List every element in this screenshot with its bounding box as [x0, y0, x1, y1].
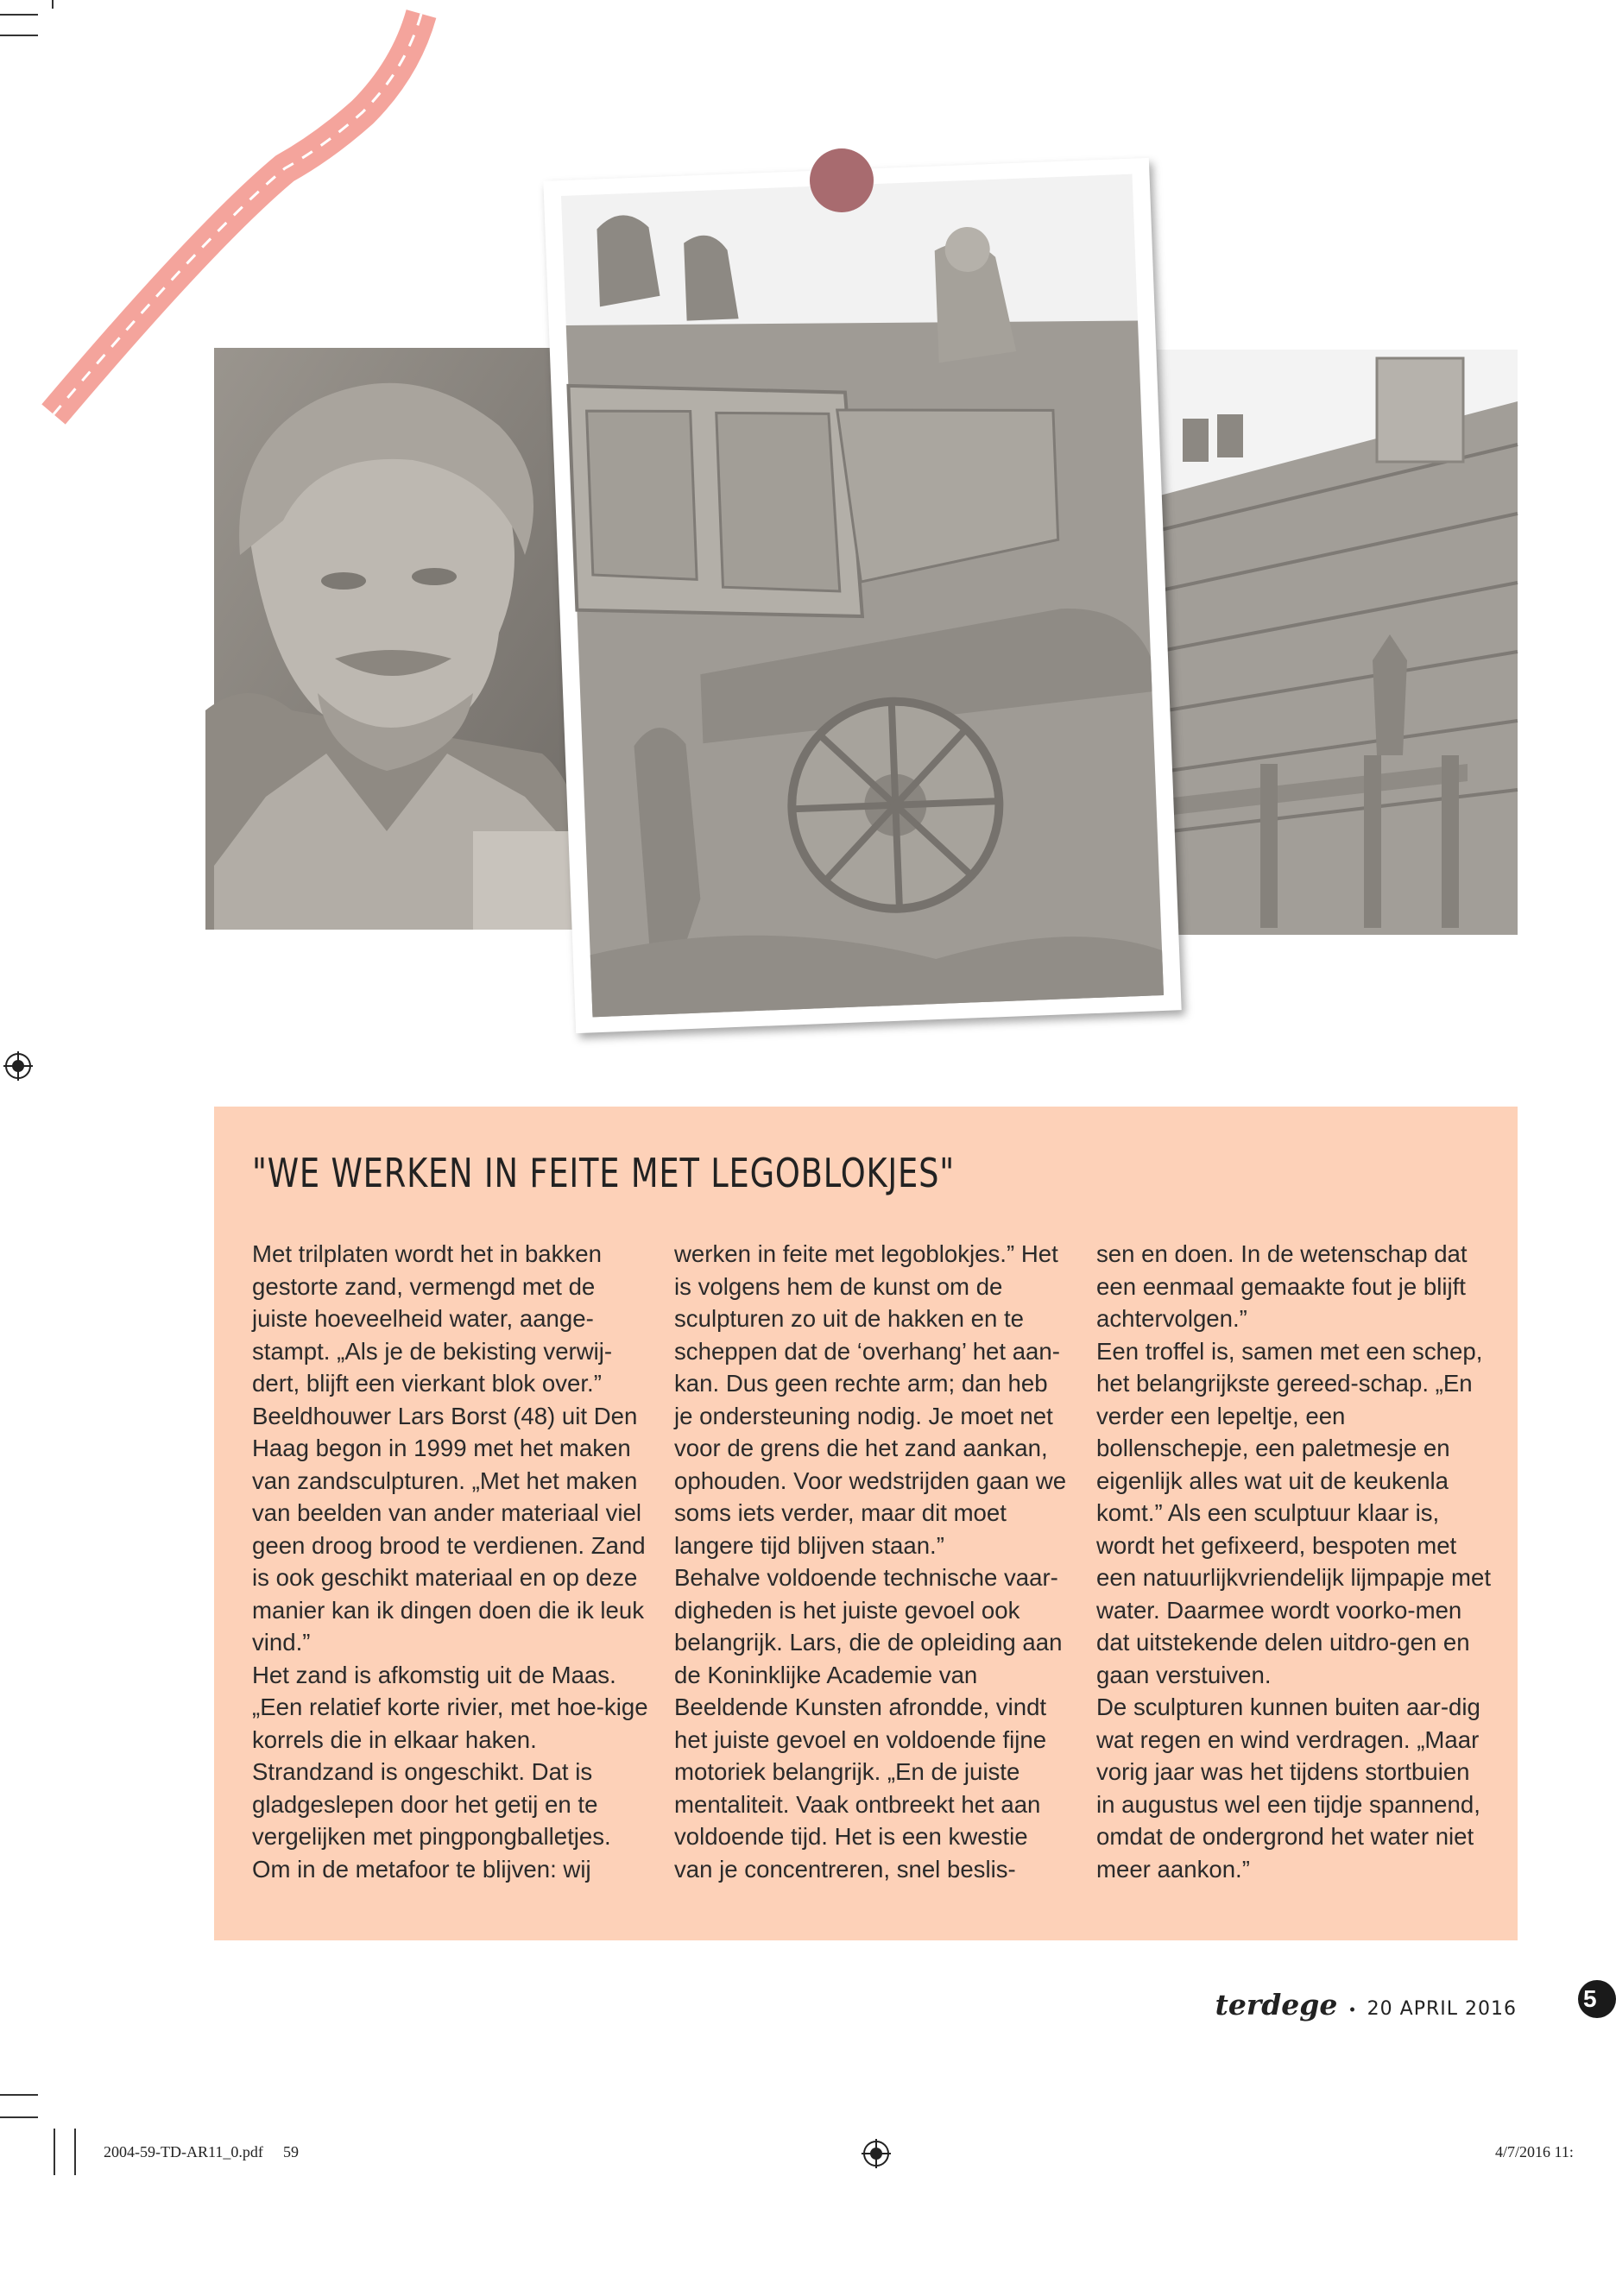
paragraph: De sculpturen kunnen buiten aar-dig wat regen en wind verdragen. „Maar vorig jaar was het tijdens stortbuien in augustus wel een tijdje spannend, omdat de ondergrond het water niet meer aankon.”	[1096, 1694, 1480, 1883]
print-slug-file: 2004-59-TD-AR11_0.pdf	[104, 2143, 263, 2160]
page-footer	[1215, 1988, 1517, 2022]
article-column-1	[252, 1238, 649, 1885]
sand-sculpture-coach-photo	[561, 174, 1164, 1018]
crop-mark	[54, 2129, 55, 2175]
paragraph: sen en doen. In de wetenschap dat een eenmaal gemaakte fout je blijft achtervolgen.”	[1096, 1240, 1468, 1332]
footer-separator: •	[1349, 2001, 1355, 2018]
sand-sculpture-face-photo	[214, 348, 587, 930]
paragraph: Behalve voldoende technische vaar-digheden is het juiste gevoel ook belangrijk. Lars, die de opleiding aan de Koninklijke Academie van Beeldende Kunsten afrondde, vindt het juiste gevoel en voldoende fijne motoriek belangrijk. „En de juiste mentaliteit. Vaak ontbreekt het aan voldoende tijd. Het is een kwestie van je concentreren, snel beslis-	[674, 1564, 1063, 1883]
crop-mark	[0, 2094, 38, 2096]
sand-sculpture-coach-photo-frame	[543, 158, 1181, 1033]
article-panel	[214, 1107, 1518, 1940]
article-column-3	[1096, 1238, 1493, 1885]
page-number-badge: 5	[1578, 1980, 1616, 2018]
sand-sculpture-ship-photo	[1157, 350, 1518, 935]
crop-mark	[74, 2129, 76, 2175]
registration-mark-icon	[862, 2139, 891, 2168]
paragraph: Een troffel is, samen met een schep, het belangrijkste gereed-schap. „En verder een lepeltje, een bollenschepje, een paletmesje en eigenlijk alles wat uit de keukenla komt.” Als een sculptuur klaar is, wordt het gefixeerd, bespoten met een natuurlijkvriendelijk lijmpapje met water. Daarmee wordt voorko-men dat uitstekende delen uitdro-gen en gaan verstuiven.	[1096, 1337, 1492, 1688]
print-slug-page: 59	[283, 2143, 299, 2160]
pushpin	[810, 148, 874, 212]
registration-mark-icon	[3, 1051, 33, 1081]
crop-mark	[0, 2116, 38, 2118]
magazine-brand: terdege	[1215, 1988, 1338, 2022]
issue-date: 20 APRIL 2016	[1367, 1998, 1517, 2020]
article-headline: "WE WERKEN IN FEITE MET LEGOBLOKJES"	[252, 1150, 955, 1196]
paragraph: Met trilplaten wordt het in bakken gestorte zand, vermengd met de juiste hoeveelheid water, aange-stampt. „Als je de bekisting verwij-dert, blijft een vierkant blok over.”	[252, 1240, 613, 1397]
article-column-2	[674, 1238, 1071, 1885]
print-slug-date: 4/7/2016 11:	[1495, 2143, 1574, 2160]
paragraph: Beeldhouwer Lars Borst (48) uit Den Haag begon in 1999 met het maken van zandsculpturen. „Met het maken van beelden van ander materiaal viel geen droog brood te verdienen. Zand is ook geschikt materiaal en op deze manier kan ik dingen doen die ik leuk vind.”	[252, 1402, 646, 1656]
paragraph: Het zand is afkomstig uit de Maas. „Een relatief korte rivier, met hoe-kige korrels die in elkaar haken. Strandzand is ongeschikt. Dat is gladgeslepen door het getij en te vergelijken met pingpongballetjes. Om in de metafoor te blijven: wij	[252, 1661, 648, 1883]
paragraph: werken in feite met legoblokjes.” Het is volgens hem de kunst om de sculpturen zo uit de hakken en te scheppen dat de ‘overhang’ het aan-kan. Dus geen rechte arm; dan heb je ondersteuning nodig. Je moet net voor de grens die het zand aankan, ophouden. Voor wedstrijden gaan we soms iets verder, maar dit moet langere tijd blijven staan.”	[674, 1240, 1067, 1559]
